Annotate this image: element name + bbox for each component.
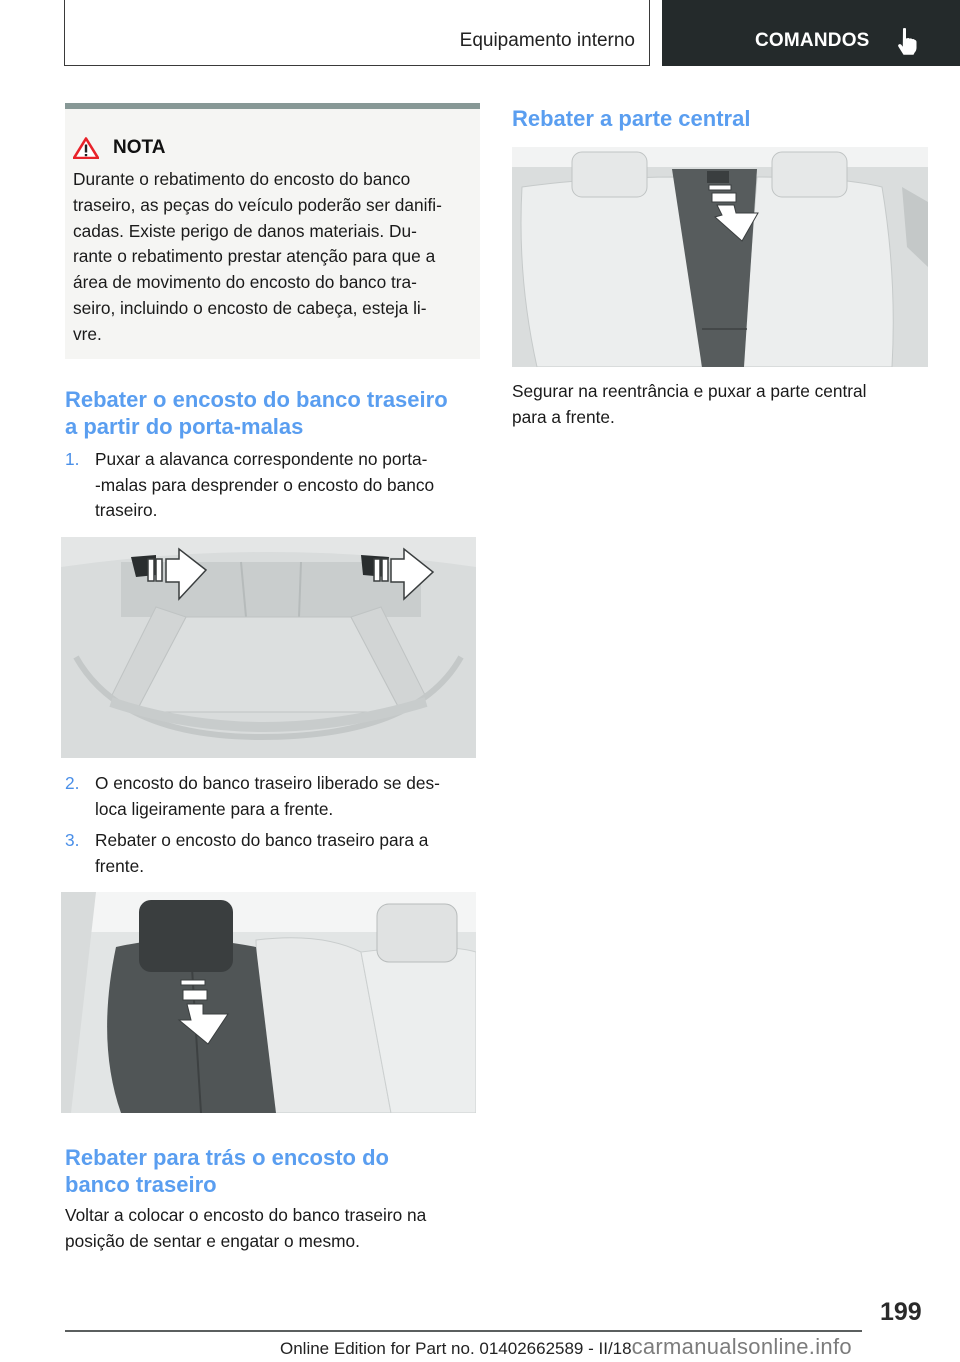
heading-line: Rebater o encosto do banco traseiro: [65, 387, 448, 412]
note-header: [73, 137, 165, 159]
step-3: [65, 828, 480, 880]
note-line: área de movimento do encosto do banco tra-: [73, 272, 417, 293]
seat-illustration-graphic: [61, 892, 476, 1113]
note-line: vre.: [73, 323, 102, 344]
note-line: traseiro, as peças do veículo poderão ser danifi-: [73, 194, 442, 215]
step-text: [95, 447, 434, 524]
heading-line: a partir do porta-malas: [65, 414, 304, 439]
step-text: [95, 828, 428, 879]
note-line: Durante o rebatimento do encosto do banco: [73, 169, 411, 189]
step-2: [65, 771, 480, 823]
rear-seat-backrest-fold-illustration: [61, 892, 476, 1113]
heading-line: Rebater para trás o encosto do: [65, 1145, 389, 1170]
body-line: para a frente.: [512, 406, 615, 427]
note-title: NOTA: [113, 137, 166, 158]
center-seat-illustration-graphic: [512, 147, 928, 367]
step-line: Rebater o encosto do banco traseiro para a: [95, 830, 429, 850]
trunk-release-levers-illustration: [61, 537, 476, 758]
center-section-fold-illustration: [512, 147, 928, 367]
body-line: posição de sentar e engatar o mesmo.: [65, 1230, 360, 1251]
step-number: 3.: [65, 830, 80, 850]
note-line: cadas. Existe perigo de danos materiais. Du-: [73, 220, 417, 241]
step-number: 1.: [65, 449, 80, 469]
page-number: 199: [880, 1298, 922, 1326]
warning-triangle-icon: [73, 137, 99, 159]
step-1: [65, 447, 480, 527]
edition-text: Online Edition for Part no. 01402662589 - II/18: [280, 1339, 632, 1358]
section-heading-center-fold: [512, 105, 750, 132]
body-line: Segurar na reentrância e puxar a parte central: [512, 381, 867, 401]
warning-note: [65, 103, 480, 359]
heading-line: banco traseiro: [65, 1172, 217, 1197]
step-line: -malas para desprender o encosto do banco: [95, 474, 435, 495]
pointing-hand-icon: [896, 27, 920, 55]
step-line: traseiro.: [95, 500, 158, 520]
note-line: seiro, incluindo o encosto de cabeça, esteja li-: [73, 297, 427, 318]
watermark-text: carmanualsonline.info: [631, 1334, 852, 1359]
body-line: Voltar a colocar o encosto do banco traseiro na: [65, 1205, 427, 1225]
note-body: [73, 167, 478, 348]
footer-edition: [280, 1334, 852, 1360]
step-line: frente.: [95, 855, 144, 876]
section-heading-fold-from-trunk: [65, 386, 448, 440]
footer-divider: [65, 1330, 862, 1332]
step-line: loca ligeiramente para a frente.: [95, 798, 334, 819]
heading-line: Rebater a parte central: [512, 106, 751, 131]
header-chapter-tab[interactable]: [662, 0, 960, 66]
chapter-title: COMANDOS: [755, 30, 870, 51]
header-section-box: [64, 0, 650, 66]
section3-body: [512, 379, 866, 430]
step-line: O encosto do banco traseiro liberado se des-: [95, 773, 440, 793]
step-number: 2.: [65, 773, 80, 793]
note-line: rante o rebatimento prestar atenção para que a: [73, 246, 436, 267]
section2-body: [65, 1203, 426, 1254]
step-text: [95, 771, 440, 822]
section-heading-fold-back: [65, 1144, 389, 1198]
trunk-illustration-graphic: [61, 537, 476, 758]
section-title: Equipamento interno: [459, 30, 635, 51]
step-line: Puxar a alavanca correspondente no porta-: [95, 449, 428, 469]
